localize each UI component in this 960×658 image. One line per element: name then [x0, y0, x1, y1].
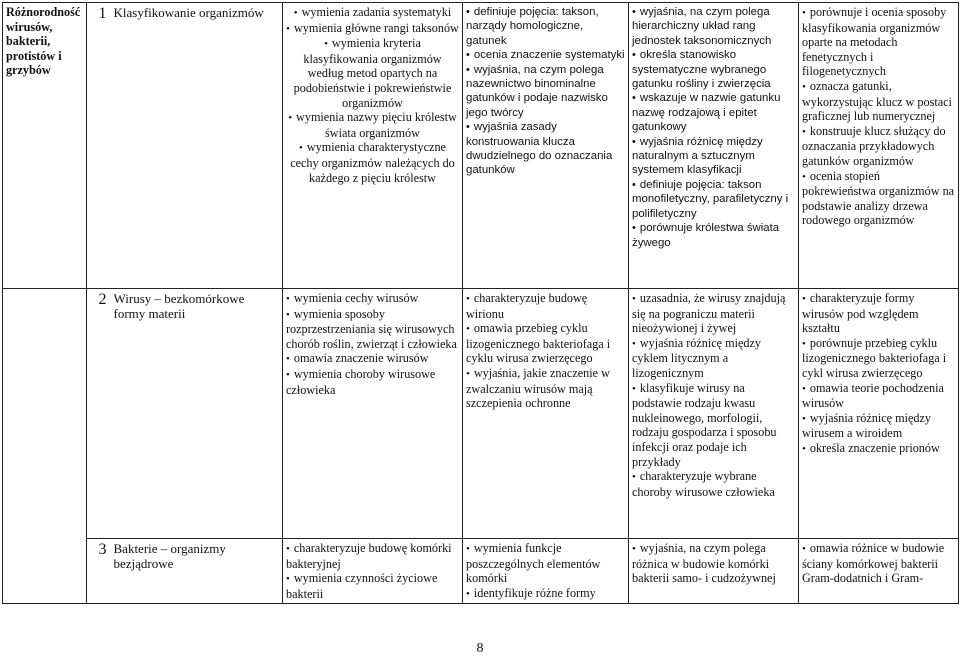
- bullet-icon: [286, 351, 290, 365]
- requirement-text: wyjaśnia, jakie znaczenie w zwalczaniu wirusów mają szczepienia ochronne: [466, 365, 610, 411]
- bullet-icon: [632, 92, 636, 104]
- requirement-text: wymienia cechy wirusów: [293, 291, 419, 305]
- requirement-item: [466, 541, 625, 586]
- requirement-item: [466, 586, 625, 602]
- bullet-icon: [802, 381, 806, 395]
- requirement-item: [802, 5, 955, 79]
- table-row: [3, 539, 959, 604]
- advanced-requirements-cell: [629, 3, 799, 289]
- bullet-icon: [632, 381, 636, 395]
- requirement-text: wyjaśnia, na czym polega nazewnictwo binominalne gatunków i podaje nazwisko jego twórcy: [466, 63, 608, 119]
- bullet-icon: [299, 140, 303, 154]
- section-blank-cell: [3, 289, 87, 604]
- requirement-text: porównuje przebieg cyklu lizogenicznego bakteriofaga i cykl wirusa zwierzęcego: [802, 335, 947, 380]
- table-row: [3, 3, 959, 289]
- advanced-requirements-cell: [629, 289, 799, 539]
- requirement-text: omawia przebieg cyklu lizogenicznego bakteriofaga i cyklu wirusa zwierzęcego: [466, 321, 611, 366]
- row-topic: Klasyfikowanie organizmów: [111, 3, 283, 289]
- bullet-icon: [802, 291, 806, 305]
- bullet-icon: [466, 541, 470, 555]
- bullet-icon: [286, 21, 290, 35]
- requirement-text: wymienia sposoby rozprzestrzeniania się wirusowych chorób roślin, zwierząt i człowieka: [286, 306, 457, 351]
- requirement-item: [286, 571, 459, 601]
- requirement-text: definiuje pojęcia: takson, narządy homologiczne, gatunek: [466, 6, 599, 47]
- requirement-text: wymienia nazwy pięciu królestw świata organizmów: [296, 110, 457, 140]
- bullet-icon: [802, 5, 806, 19]
- requirement-item: [286, 367, 459, 397]
- bullet-icon: [466, 121, 470, 133]
- requirement-text: wskazuje w nazwie gatunku nazwę rodzajową i epitet gatunkowy: [632, 92, 781, 134]
- basic-requirements-cell: [283, 539, 463, 604]
- requirement-text: konstruuje klucz służący do oznaczania przykładowych gatunków organizmów: [802, 123, 946, 168]
- section-title: Różnorodność wirusów, bakterii, protistów i grzybów: [3, 3, 87, 289]
- requirement-item: [466, 63, 625, 121]
- requirement-item: [632, 336, 795, 381]
- requirement-text: porównuje królestwa świata żywego: [632, 222, 780, 249]
- requirement-item: [466, 321, 625, 366]
- requirement-item: [802, 336, 955, 381]
- requirement-item: [466, 366, 625, 411]
- bullet-icon: [286, 541, 290, 555]
- requirement-item: [632, 221, 795, 250]
- requirement-text: wyjaśnia różnicę między cyklem litycznym a lizogenicznym: [632, 335, 762, 380]
- requirement-item: [632, 135, 795, 178]
- requirement-item: [802, 381, 955, 411]
- bullet-icon: [632, 179, 636, 191]
- bullet-icon: [632, 222, 636, 234]
- requirement-item: [466, 5, 625, 48]
- bullet-icon: [466, 49, 470, 61]
- requirement-text: wymienia główne rangi taksonów: [294, 20, 459, 35]
- extended-basic-requirements-cell: [463, 289, 629, 539]
- requirement-item: [286, 351, 459, 367]
- bullet-icon: [632, 6, 636, 18]
- requirement-text: wyjaśnia różnicę między naturalnym a sztucznym systemem klasyfikacji: [632, 135, 763, 177]
- row-number: 3: [87, 539, 111, 604]
- requirement-item: [802, 541, 955, 586]
- bullet-icon: [286, 571, 290, 585]
- requirement-text: charakteryzuje budowę komórki bakteryjnej: [286, 541, 452, 571]
- requirement-item: [286, 5, 459, 21]
- requirement-item: [286, 541, 459, 571]
- extended-basic-requirements-cell: [463, 3, 629, 289]
- bullet-icon: [466, 6, 470, 18]
- basic-requirements-cell: [283, 289, 463, 539]
- bullet-icon: [632, 291, 636, 305]
- requirement-text: wyjaśnia różnicę między wirusem a wiroidem: [802, 410, 932, 441]
- requirement-text: omawia znaczenie wirusów: [293, 351, 429, 366]
- requirement-item: [632, 5, 795, 48]
- requirement-item: [632, 48, 795, 91]
- full-requirements-cell: [799, 3, 959, 289]
- bullet-icon: [632, 136, 636, 148]
- bullet-icon: [466, 366, 470, 380]
- requirement-item: [286, 36, 459, 110]
- full-requirements-cell: [799, 539, 959, 604]
- bullet-icon: [466, 64, 470, 76]
- basic-requirements-cell: [283, 3, 463, 289]
- bullet-icon: [802, 336, 806, 350]
- requirement-item: [286, 307, 459, 352]
- requirement-item: [802, 441, 955, 457]
- bullet-icon: [632, 469, 636, 483]
- bullet-icon: [802, 541, 806, 555]
- requirement-text: porównuje i ocenia sposoby klasyfikowania organizmów oparte na metodach fenetycznych i filogenetycznych: [802, 5, 947, 79]
- requirement-item: [632, 469, 795, 499]
- row-topic: Wirusy – bezkomórkowe formy materii: [111, 289, 283, 539]
- requirement-text: określa znaczenie prionów: [809, 440, 940, 455]
- bullet-icon: [802, 169, 806, 183]
- requirement-text: wymienia kryteria klasyfikowania organizmów według metod opartych na podobieństwie i pokrewieństwie organizmów: [293, 36, 452, 110]
- full-requirements-cell: [799, 289, 959, 539]
- requirement-item: [286, 140, 459, 185]
- requirement-item: [802, 169, 955, 228]
- row-topic: Bakterie – organizmy bezjądrowe: [111, 539, 283, 604]
- requirement-item: [632, 541, 795, 586]
- row-number: 1: [87, 3, 111, 289]
- requirement-text: klasyfikuje wirusy na podstawie rodzaju kwasu nukleinowego, morfologii, rodzaju gospodarza i sposobu infekcji oraz podaje ich przykłady: [632, 380, 777, 469]
- requirement-text: omawia różnice w budowie ściany komórkowej bakterii Gram-dodatnich i Gram-: [802, 541, 945, 586]
- bullet-icon: [802, 441, 806, 455]
- requirement-text: ocenia stopień pokrewieństwa organizmów na podstawie analizy drzewa rodowego organizmów: [802, 168, 955, 228]
- requirement-text: wymienia funkcje poszczególnych elementów komórki: [466, 541, 601, 586]
- requirement-item: [632, 381, 795, 470]
- bullet-icon: [802, 411, 806, 425]
- extended-basic-requirements-cell: [463, 539, 629, 604]
- requirement-item: [802, 411, 955, 441]
- table-row: [3, 289, 959, 539]
- requirements-table: [2, 2, 959, 604]
- requirement-text: charakteryzuje budowę wirionu: [466, 291, 588, 321]
- requirement-item: [632, 91, 795, 134]
- requirement-text: charakteryzuje wybrane choroby wirusowe człowieka: [632, 469, 775, 499]
- requirement-item: [286, 21, 459, 37]
- requirement-text: wyjaśnia, na czym polega różnica w budowie komórki bakterii samo- i cudzożywnej: [632, 541, 776, 586]
- bullet-icon: [324, 36, 328, 50]
- requirement-item: [632, 178, 795, 221]
- requirement-text: charakteryzuje formy wirusów pod względem kształtu: [802, 291, 919, 336]
- requirement-item: [466, 48, 625, 62]
- requirement-text: wymienia zadania systematyki: [301, 5, 452, 19]
- requirement-item: [466, 291, 625, 321]
- bullet-icon: [286, 367, 290, 381]
- requirement-item: [286, 110, 459, 140]
- requirement-text: wyjaśnia zasady konstruowania klucza dwudzielnego do oznaczania gatunków: [466, 121, 613, 177]
- bullet-icon: [466, 291, 470, 305]
- bullet-icon: [294, 5, 298, 19]
- requirement-text: ocenia znaczenie systematyki: [473, 49, 625, 62]
- bullet-icon: [286, 291, 290, 305]
- requirement-text: oznacza gatunki, wykorzystując klucz w postaci graficznej lub numerycznej: [802, 78, 952, 124]
- row-number: 2: [87, 289, 111, 539]
- requirement-item: [466, 120, 625, 178]
- bullet-icon: [802, 79, 806, 93]
- bullet-icon: [632, 49, 636, 61]
- requirement-item: [802, 79, 955, 124]
- bullet-icon: [288, 110, 292, 124]
- requirement-text: wymienia charakterystyczne cechy organizmów należących do każdego z pięciu królestw: [290, 140, 455, 185]
- requirement-text: identyfikuje różne formy: [473, 585, 596, 600]
- bullet-icon: [286, 307, 290, 321]
- bullet-icon: [466, 321, 470, 335]
- bullet-icon: [632, 541, 636, 555]
- bullet-icon: [466, 586, 470, 600]
- requirement-text: omawia teorie pochodzenia wirusów: [802, 380, 944, 411]
- requirement-text: wyjaśnia, na czym polega hierarchiczny układ rang jednostek taksonomicznych: [632, 6, 772, 47]
- requirement-text: określa stanowisko systematyczne wybranego gatunku rośliny i zwierzęcia: [632, 49, 771, 91]
- page-number: 8: [476, 641, 484, 656]
- bullet-icon: [802, 124, 806, 138]
- advanced-requirements-cell: [629, 539, 799, 604]
- requirement-text: wymienia czynności życiowe bakterii: [286, 571, 438, 601]
- requirement-item: [802, 124, 955, 169]
- requirement-text: definiuje pojęcia: takson monofiletyczny, parafiletyczny i polifiletyczny: [632, 178, 789, 220]
- requirement-text: uzasadnia, że wirusy znajdują się na pograniczu materii nieożywionej i żywej: [632, 291, 786, 336]
- requirement-item: [802, 291, 955, 336]
- bullet-icon: [632, 336, 636, 350]
- requirement-item: [286, 291, 459, 307]
- requirement-item: [632, 291, 795, 336]
- requirement-text: wymienia choroby wirusowe człowieka: [286, 366, 436, 397]
